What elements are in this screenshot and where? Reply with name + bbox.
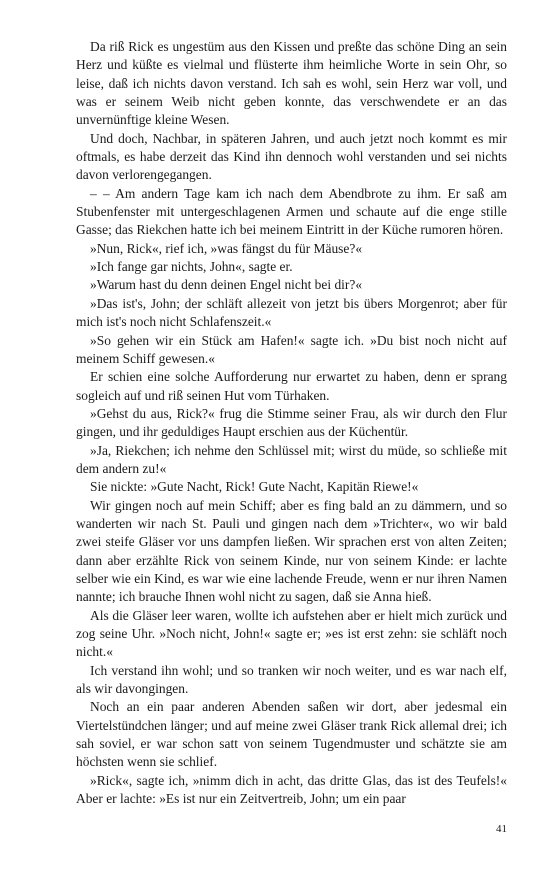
- paragraph: Er schien eine solche Aufforderung nur erwartet zu haben, denn er sprang sogleich auf und riß seinen Hut vom Türhaken.: [76, 369, 507, 403]
- paragraph: »Nun, Rick«, rief ich, »was fängst du für Mäuse?«: [90, 240, 363, 256]
- paragraph: Und doch, Nachbar, in späteren Jahren, und auch jetzt noch kommt es mir oftmals, es habe derzeit das Kind ihn dennoch wohl verstanden und sei nichts davon verlorengegangen.: [76, 130, 507, 183]
- paragraph: Noch an ein paar anderen Abenden saßen wir dort, aber jedesmal ein Viertelstündchen länger; und auf meine zwei Gläser trank Rick allemal drei; ich sah soviel, er war schon satt von seinem Tugendmuster und schätzte sie am höchsten wenn sie schlief.: [76, 699, 507, 770]
- paragraph: Da riß Rick es ungestüm aus den Kissen und preßte das schöne Ding an sein Herz und küßte es vielmal und flüsterte ihm heimliche Worte in sein Ohr, so leise, daß ich nichts davon verstand. Ich sah es wohl, sein Herz war voll, und was er seinem Weib nicht geben konnte, das verschwendete er an das unvernünftige kleine Wesen.: [76, 39, 507, 128]
- paragraph: »Gehst du aus, Rick?« frug die Stimme seiner Frau, als wir durch den Flur gingen, und ihr geduldiges Haupt erschien aus der Küchentür.: [76, 405, 507, 440]
- paragraph: Sie nickte: »Gute Nacht, Rick! Gute Nacht, Kapitän Riewe!«: [90, 479, 419, 495]
- paragraph: »Warum hast du denn deinen Engel nicht bei dir?«: [90, 277, 363, 293]
- paragraph: Wir gingen noch auf mein Schiff; aber es fing bald an zu dämmern, und so wanderten wir nach St. Pauli und gingen nach dem »Trichter«, wo wir bald zwei steife Gläser vor uns dampfen ließen. Wir sprachen erst von alten Zeiten; dann aber erzählte Rick von seinem Kinde, nur von seinem Kinde: er lachte selber wie ein Kind, es war wie eine lachende Freude, wenn er nur ihren Namen nannte; ich brauche Ihnen wohl nicht zu sagen, daß sie Anna hieß.: [76, 497, 507, 605]
- page-number: 41: [496, 823, 507, 835]
- paragraph: »So gehen wir ein Stück am Hafen!« sagte ich. »Du bist noch nicht auf meinem Schiff gewesen.«: [76, 332, 507, 366]
- paragraph: Als die Gläser leer waren, wollte ich aufstehen aber er hielt mich zurück und zog seine Uhr. »Noch nicht, John!« sagte er; »es ist erst zehn: sie schläft noch nicht.«: [76, 607, 507, 660]
- paragraph: »Ich fange gar nichts, John«, sagte er.: [90, 259, 293, 275]
- paragraph: – – Am andern Tage kam ich nach dem Abendbrote zu ihm. Er saß am Stubenfenster mit untergeschlagenen Armen und schaute auf die enge stille Gasse; das Riekchen hatte ich bei meinem Eintritt in der Küche rumoren hören.: [76, 185, 507, 238]
- paragraph: Ich verstand ihn wohl; und so tranken wir noch weiter, und es war nach elf, als wir davongingen.: [76, 662, 507, 697]
- paragraph: »Das ist's, John; der schläft allezeit von jetzt bis übers Morgenrot; aber für mich ist's noch nicht Schlafenszeit.«: [76, 295, 507, 330]
- body-text: [76, 38, 507, 808]
- paragraph: »Ja, Riekchen; ich nehme den Schlüssel mit; wirst du müde, so schließe mit dem andern zu!«: [76, 442, 507, 476]
- paragraph: »Rick«, sagte ich, »nimm dich in acht, das dritte Glas, das ist des Teufels!« Aber er lachte: »Es ist nur ein Zeitvertreib, John; um ein paar: [76, 772, 507, 807]
